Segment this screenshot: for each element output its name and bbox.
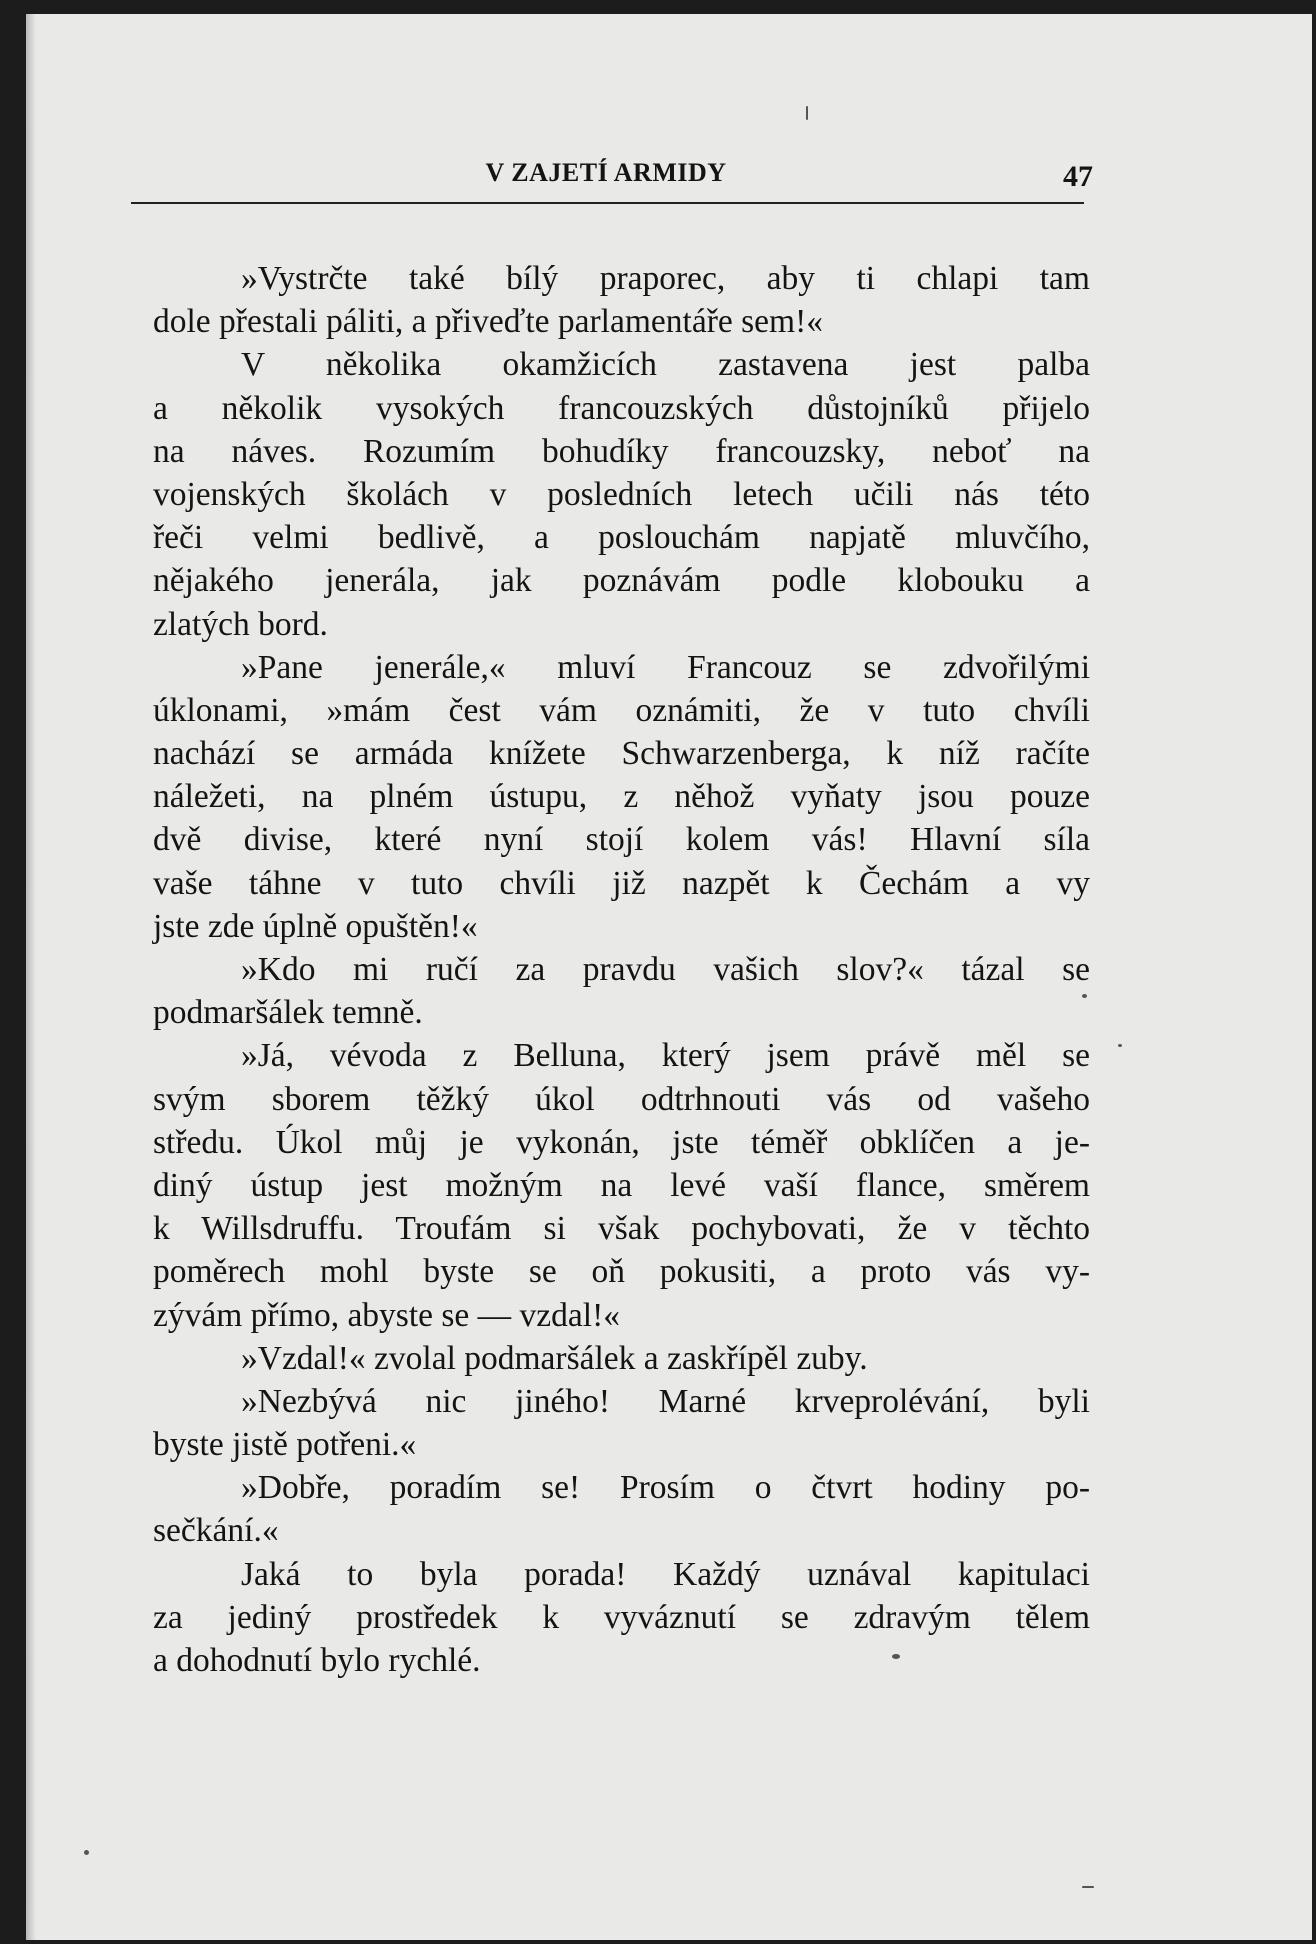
text-line: diný ústup jest možným na levé vaší flance, směrem [153,1166,1090,1204]
page-speck [84,1850,89,1855]
page-number: 47 [1063,160,1093,193]
text-line: vojenských školách v posledních letech učili nás této [153,475,1090,513]
text-line: a několik vysokých francouzských důstojníků přijelo [153,389,1090,427]
book-page [26,14,1312,1940]
text-line: »Kdo mi ručí za pravdu vašich slov?« tázal se [241,951,1090,988]
page-speck [806,106,808,120]
page-gutter-shadow [26,14,36,1940]
text-line: a dohodnutí bylo rychlé. [153,1642,481,1679]
text-line: byste jistě potřeni.« [153,1426,417,1464]
text-line: podmaršálek temně. [153,994,423,1032]
body-text [153,257,1090,1682]
running-head [131,144,1093,193]
page-speck [1118,1044,1122,1047]
page-speck [892,1654,900,1659]
text-line: nějakého jenerála, jak poznávám podle klobouku a [153,562,1090,600]
text-line: středu. Úkol můj je vykonán, jste téměř obklíčen a je- [153,1123,1090,1161]
text-line: dvě divise, které nyní stojí kolem vás! Hlavní síla [153,821,1090,859]
text-line: »Nezbývá nic jiného! Marné krveprolévání, byli [241,1382,1090,1420]
text-line: svým sborem těžký úkol odtrhnouti vás od vašeho [153,1080,1090,1118]
page-speck [1082,1886,1094,1888]
text-line: sečkání.« [153,1512,279,1550]
text-line: poměrech mohl byste se oň pokusiti, a proto vás vy- [153,1253,1090,1291]
header-rule [131,202,1084,204]
text-line: za jediný prostředek k vyváznutí se zdravým tělem [153,1598,1090,1636]
text-line: Jaká to byla porada! Každý uznával kapitulaci [241,1555,1090,1593]
text-line: nachází se armáda knížete Schwarzenberga, k níž račíte [153,735,1090,773]
text-line: zlatých bord. [153,605,328,643]
page-speck [1082,994,1087,998]
text-line: »Vystrčte také bílý praporec, aby ti chlapi tam [241,260,1090,297]
text-line: k Willsdruffu. Troufám si však pochybovati, že v těchto [153,1210,1090,1248]
text-line: V několika okamžicích zastavena jest palba [241,346,1090,384]
text-line: jste zde úplně opuštěn!« [153,907,478,945]
text-line: řeči velmi bedlivě, a poslouchám napjatě mluvčího, [153,519,1090,557]
text-line: »Dobře, poradím se! Prosím o čtvrt hodiny po- [241,1469,1090,1507]
text-line: úklonami, »mám čest vám oznámiti, že v tuto chvíli [153,691,1090,729]
text-line: na náves. Rozumím bohudíky francouzsky, neboť na [153,432,1090,470]
text-line: náležeti, na plném ústupu, z něhož vyňaty jsou pouze [153,778,1090,816]
text-line: »Pane jenerále,« mluví Francouz se zdvořilými [241,648,1090,686]
text-line: »Já, vévoda z Belluna, který jsem právě měl se [241,1037,1090,1075]
text-line: vaše táhne v tuto chvíli již nazpět k Čechám a vy [153,864,1090,902]
text-line: zývám přímo, abyste se — vzdal!« [153,1296,621,1334]
running-head-title: V ZAJETÍ ARMIDY [485,158,727,187]
text-line: dole přestali páliti, a přiveďte parlamentáře sem!« [153,303,823,341]
text-line: »Vzdal!« zvolal podmaršálek a zaskřípěl zuby. [241,1339,868,1377]
